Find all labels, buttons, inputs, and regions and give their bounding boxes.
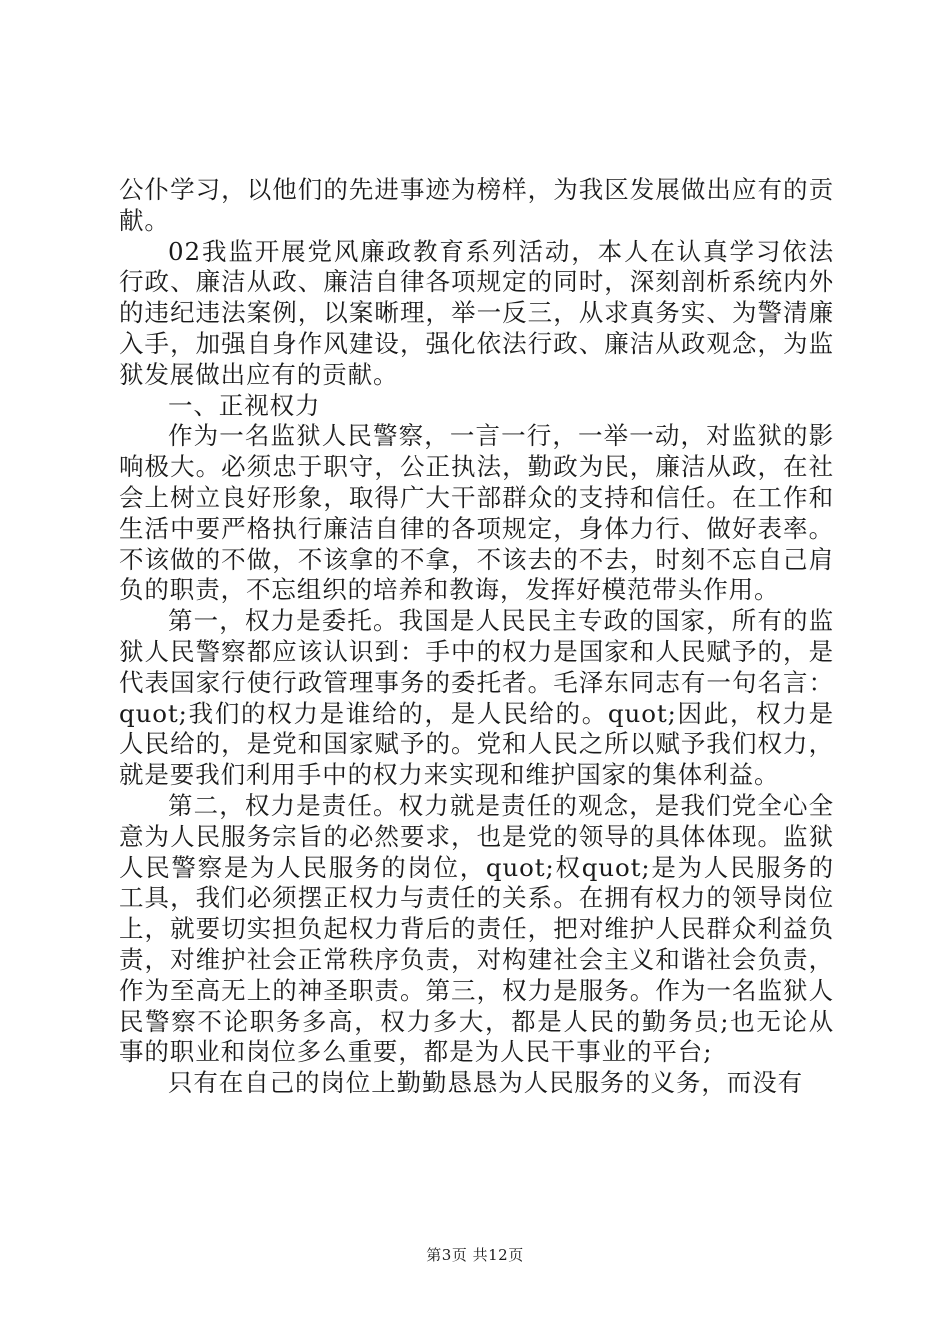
paragraph-continuation: 公仆学习，以他们的先进事迹为榜样，为我区发展做出应有的贡献。 [119,175,834,235]
section-heading: 一、正视权力 [168,390,321,420]
document-body [119,175,834,1099]
paragraph-power-responsibility: 第二，权力是责任。权力就是责任的观念，是我们党全心全意为人民服务宗旨的必然要求，也是党的领导的具体体现。监狱人民警察是为人民服务的岗位，quot;权quot;是为人民服务的工具，我们必须摆正权力与责任的关系。在拥有权力的领导岗位上，就要切实担负起权力背后的责任，把对维护人民群众利益负责，对维护社会正常秩序负责，对构建社会主义和谐社会负责，作为至高无上的神圣职责。第三，权力是服务。作为一名监狱人民警察不论职务多高，权力多大，都是人民的勤务员;也无论从事的职业和岗位多么重要，都是为人民干事业的平台; [119,790,834,1067]
paragraph-continues: 只有在自己的岗位上勤勤恳恳为人民服务的义务，而没有 [168,1068,803,1098]
page-footer: 第3页 共12页 [426,1246,524,1264]
paragraph-role: 作为一名监狱人民警察，一言一行，一举一动，对监狱的影响极大。必须忠于职守，公正执法，勤政为民，廉洁从政，在社会上树立良好形象，取得广大干部群众的支持和信任。在工作和生活中要严格执行廉洁自律的各项规定，身体力行、做好表率。不该做的不做，不该拿的不拿，不该去的不去，时刻不忘自己肩负的职责，不忘组织的培养和教诲，发挥好模范带头作用。 [119,421,834,605]
paragraph-power-entrusted: 第一，权力是委托。我国是人民民主专政的国家，所有的监狱人民警察都应该认识到：手中的权力是国家和人民赋予的，是代表国家行使行政管理事务的委托者。毛泽东同志有一句名言：quot;我们的权力是谁给的，是人民给的。quot;因此，权力是人民给的，是党和国家赋予的。党和人民之所以赋予我们权力，就是要我们利用手中的权力来实现和维护国家的集体利益。 [119,606,834,790]
paragraph-activity: 02我监开展党风廉政教育系列活动，本人在认真学习依法行政、廉洁从政、廉洁自律各项规定的同时，深刻剖析系统内外的违纪违法案例，以案晰理，举一反三，从求真务实、为警清廉入手，加强自身作风建设，强化依法行政、廉洁从政观念，为监狱发展做出应有的贡献。 [119,236,834,389]
